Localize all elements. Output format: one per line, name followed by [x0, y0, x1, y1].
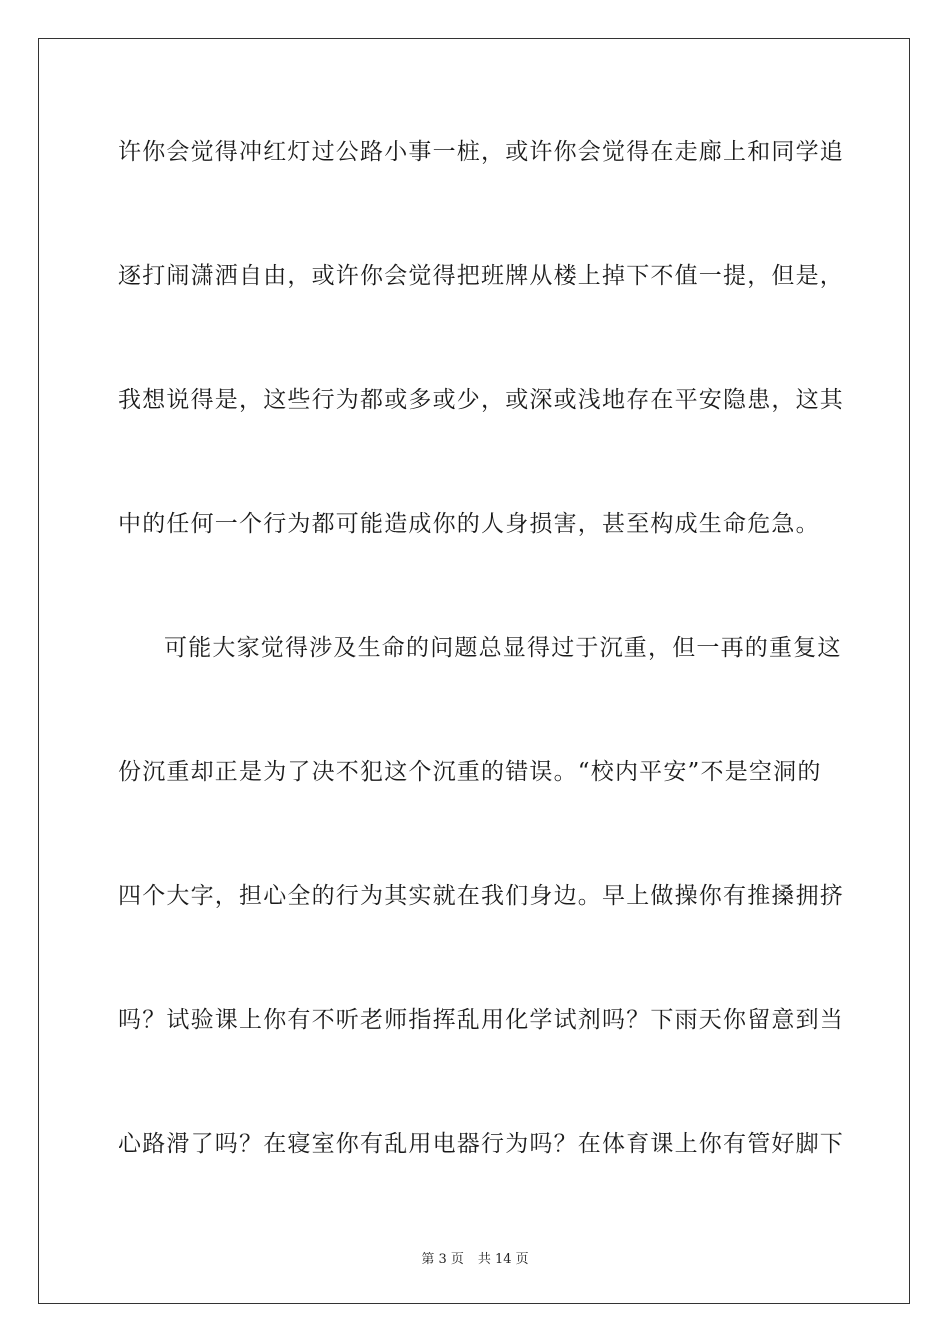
total-pages: 共 14 页	[477, 1252, 529, 1267]
text-line: 四个大字，担心全的行为其实就在我们身边。早上做操你有推搡拥挤	[118, 883, 844, 909]
text-line: 许你会觉得冲红灯过公路小事一桩，或许你会觉得在走廊上和同学追	[118, 139, 844, 165]
page-number: 第 3 页	[421, 1252, 464, 1267]
paragraph-start-line: 可能大家觉得涉及生命的问题总显得过于沉重，但一再的重复这	[164, 635, 842, 661]
text-line: 吗？试验课上你有不听老师指挥乱用化学试剂吗？下雨天你留意到当	[118, 1007, 844, 1033]
text-line: 心路滑了吗？在寝室你有乱用电器行为吗？在体育课上你有管好脚下	[118, 1131, 844, 1157]
text-line: 中的任何一个行为都可能造成你的人身损害，甚至构成生命危急。	[118, 511, 820, 537]
body-text	[118, 126, 844, 1242]
text-line: 逐打闹潇洒自由，或许你会觉得把班牌从楼上掉下不值一提，但是，	[118, 263, 844, 289]
text-line: 我想说得是，这些行为都或多或少，或深或浅地存在平安隐患，这其	[118, 387, 844, 413]
page-footer	[0, 1248, 950, 1267]
text-line: 份沉重却正是为了决不犯这个沉重的错误。“校内平安”不是空洞的	[118, 759, 822, 785]
